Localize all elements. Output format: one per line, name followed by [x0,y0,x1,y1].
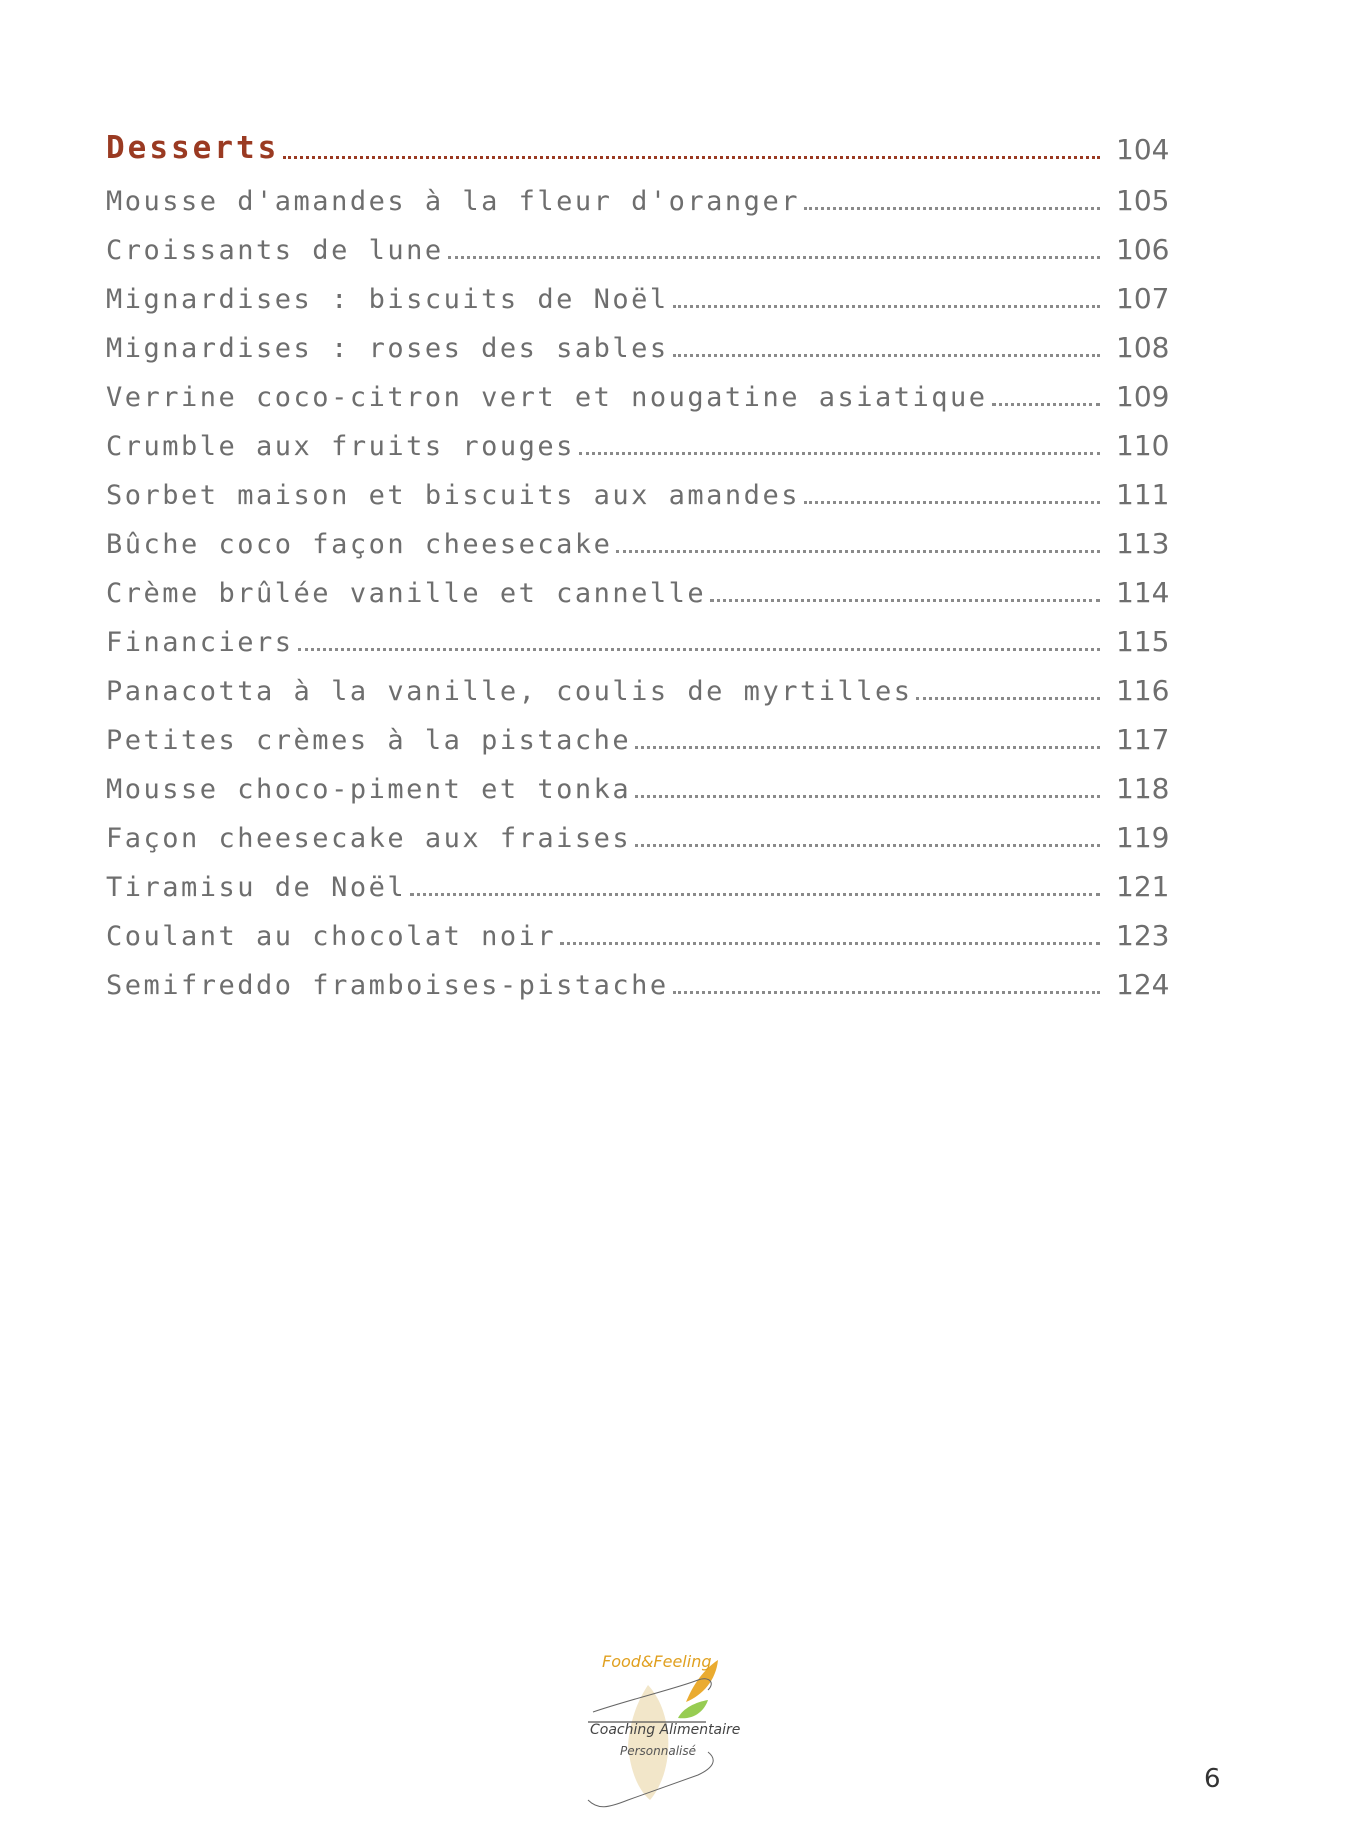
toc-entry [106,560,1174,609]
toc-entry [106,217,1174,266]
dot-leader [635,795,1100,798]
toc-entry-page: 111 [1116,478,1170,511]
toc-entry [106,364,1174,413]
toc-entry [106,658,1174,707]
toc-section-heading [106,112,1174,166]
toc-entry-page: 116 [1116,674,1170,707]
toc-entry [106,511,1174,560]
dot-leader [448,256,1100,259]
toc-entry-title: Sorbet maison et biscuits aux amandes [106,480,800,511]
toc-entry-page: 123 [1116,919,1170,952]
dot-leader [673,354,1100,357]
toc-entry [106,609,1174,658]
section-title: Desserts [106,130,280,166]
toc-entry-title: Mignardises : roses des sables [106,333,669,364]
toc-entry-title: Mousse choco-piment et tonka [106,774,632,805]
logo-tagline-1: Coaching Alimentaire [590,1722,741,1738]
toc-entry-title: Coulant au chocolat noir [106,921,557,952]
toc-entry-title: Panacotta à la vanille, coulis de myrtilles [106,676,913,707]
dot-leader [804,501,1100,504]
toc-entry [106,903,1174,952]
toc-entry-page: 113 [1116,527,1170,560]
toc-entry [106,952,1174,1001]
logo-tagline-2: Personnalisé [620,1744,697,1758]
toc-entry-page: 117 [1116,723,1170,756]
toc-entry-title: Verrine coco-citron vert et nougatine asiatique [106,382,988,413]
toc-entry-title: Façon cheesecake aux fraises [106,823,632,854]
toc-entry-title: Tiramisu de Noël [106,872,407,903]
toc-entry-page: 107 [1116,282,1170,315]
toc-entry [106,266,1174,315]
dot-leader [673,305,1100,308]
toc-entry-title: Crumble aux fruits rouges [106,431,575,462]
toc-entry-title: Petites crèmes à la pistache [106,725,632,756]
toc-entry-page: 110 [1116,429,1170,462]
toc-entry-title: Bûche coco façon cheesecake [106,529,613,560]
dot-leader [673,991,1100,994]
toc-entry-title: Crème brûlée vanille et cannelle [106,578,707,609]
logo-brand-text: Food&Feeling [602,1652,712,1671]
toc-entry-page: 119 [1116,821,1170,854]
toc-entry-page: 124 [1116,968,1170,1001]
page-number: 6 [1204,1764,1221,1794]
toc-entry-page: 105 [1116,184,1170,217]
dot-leader [298,648,1100,651]
toc-entry-page: 121 [1116,870,1170,903]
toc-entry-title: Mignardises : biscuits de Noël [106,284,669,315]
toc-entry-title: Financiers [106,627,294,658]
toc-entry-page: 118 [1116,772,1170,805]
green-leaf-icon [678,1700,708,1718]
dot-leader [635,844,1100,847]
toc-entry [106,315,1174,364]
toc-entry [106,168,1174,217]
dot-leader [916,697,1100,700]
section-page-number: 104 [1116,133,1170,166]
toc-entry-title: Mousse d'amandes à la fleur d'oranger [106,186,800,217]
toc-entry-list [106,168,1174,1001]
dot-leader [560,942,1100,945]
toc-entry-page: 106 [1116,233,1170,266]
toc-entry [106,756,1174,805]
dot-leader [283,156,1100,159]
toc-entry-page: 108 [1116,331,1170,364]
toc-entry [106,854,1174,903]
toc-entry-page: 115 [1116,625,1170,658]
dot-leader [710,599,1100,602]
table-of-contents [106,112,1174,1001]
food-and-feeling-logo [568,1640,748,1820]
toc-entry [106,707,1174,756]
dot-leader [992,403,1100,406]
toc-entry [106,462,1174,511]
toc-entry-page: 109 [1116,380,1170,413]
toc-entry-page: 114 [1116,576,1170,609]
toc-entry [106,805,1174,854]
toc-entry-title: Croissants de lune [106,235,444,266]
dot-leader [410,893,1100,896]
dot-leader [579,452,1100,455]
dot-leader [616,550,1100,553]
cream-shape-icon [628,1685,668,1800]
dot-leader [804,207,1100,210]
toc-entry [106,413,1174,462]
toc-entry-title: Semifreddo framboises-pistache [106,970,669,1001]
dot-leader [635,746,1100,749]
